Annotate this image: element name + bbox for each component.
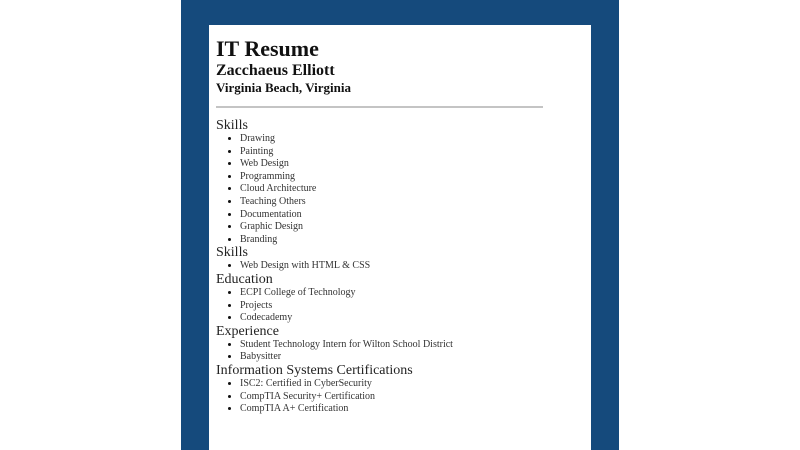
list-item: • ECPI College of Technology: [240, 287, 591, 300]
list-item: • Graphic Design: [240, 221, 591, 234]
section-experience: [216, 325, 591, 364]
section-title: Information Systems Certifications: [216, 362, 413, 378]
section-certifications: [216, 364, 591, 416]
section-education: [216, 273, 591, 325]
list-item: • Web Design with HTML & CSS: [240, 260, 591, 273]
section-title: Skills: [216, 245, 248, 261]
person-location: Virginia Beach, Virginia: [216, 80, 351, 95]
resume-page: [209, 25, 591, 450]
certifications-list: [216, 378, 591, 416]
list-item: • Programming: [240, 171, 591, 184]
list-item: • Documentation: [240, 209, 591, 222]
page-frame: [181, 0, 619, 450]
section-title: Skills: [216, 118, 248, 133]
skills-list: [216, 133, 591, 246]
list-item: • ISC2: Certified in CyberSecurity: [240, 378, 591, 391]
person-name: Zacchaeus Elliott: [216, 62, 335, 79]
section-title: Education: [216, 271, 273, 287]
list-item: • Painting: [240, 146, 591, 159]
experience-list: [216, 339, 591, 364]
resume-title: IT Resume: [216, 36, 319, 61]
list-item: • Web Design: [240, 158, 591, 171]
section-skills: [216, 119, 591, 246]
list-item: • CompTIA Security+ Certification: [240, 391, 591, 404]
list-item: • Drawing: [240, 133, 591, 146]
list-item: • Cloud Architecture: [240, 183, 591, 196]
section-title: Experience: [216, 323, 279, 339]
list-item: • Projects: [240, 300, 591, 313]
section-skills-technical: [216, 246, 591, 273]
list-item: • Codecademy: [240, 312, 591, 325]
list-item: • Babysitter: [240, 351, 591, 364]
list-item: • CompTIA A+ Certification: [240, 403, 591, 416]
education-list: [216, 287, 591, 325]
list-item: • Branding: [240, 234, 591, 247]
list-item: • Teaching Others: [240, 196, 591, 209]
list-item: • Student Technology Intern for Wilton School District: [240, 339, 591, 352]
header-divider: [216, 106, 543, 108]
